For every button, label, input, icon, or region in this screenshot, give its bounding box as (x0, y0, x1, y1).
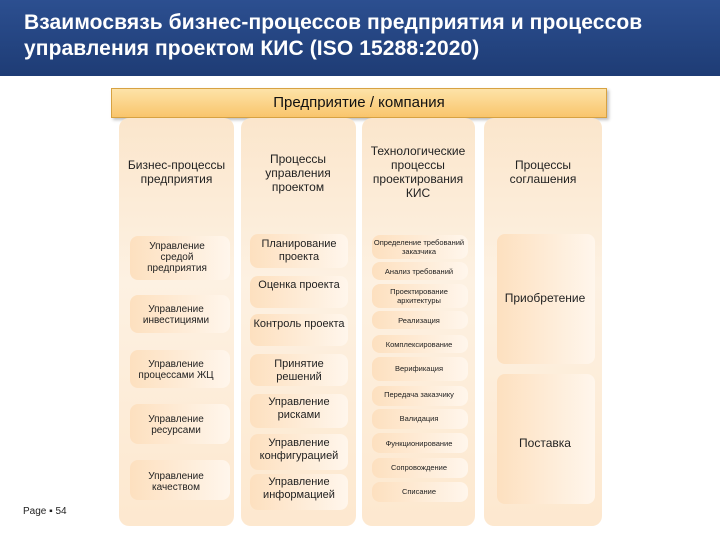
agreement-item: Приобретение (504, 291, 586, 305)
column-header-agreement: Процессы соглашения (509, 158, 577, 186)
technical-item: Верификация (394, 364, 444, 373)
business-item: Управление средой предприятия (147, 241, 207, 274)
business-item: Управление качеством (148, 471, 204, 493)
technical-item: Валидация (399, 414, 439, 423)
technical-item: Передача заказчику (384, 390, 454, 399)
project-item: Управление рисками (268, 396, 330, 421)
enterprise-banner: Предприятие / компания (111, 88, 607, 118)
column-header-technical: Технологические процессы проектирования КИС (370, 144, 466, 200)
business-item: Управление ресурсами (148, 414, 204, 436)
technical-item: Определение требований заказчика (373, 238, 465, 256)
slide-title: Взаимосвязь бизнес-процессов предприятия и процессов управления проектом КИС (ISO 15288:2020) (24, 11, 643, 60)
technical-item: Анализ требований (384, 267, 454, 276)
business-item: Управление инвестициями (142, 304, 210, 326)
project-item: Контроль проекта (253, 318, 345, 330)
agreement-item: Поставка (519, 436, 571, 450)
technical-item: Списание (401, 487, 437, 496)
project-item: Управление информацией (263, 476, 335, 501)
column-header-business: Бизнес-процессы предприятия (127, 158, 226, 186)
technical-item: Комплексирование (385, 340, 453, 349)
technical-item: Реализация (398, 316, 440, 325)
technical-item: Проектирование архитектуры (390, 287, 448, 305)
technical-item: Сопровождение (390, 463, 448, 472)
project-item: Управление конфигурацией (259, 437, 339, 462)
project-item: Планирование проекта (261, 238, 337, 263)
business-item: Управление процессами ЖЦ (138, 359, 214, 381)
project-item: Оценка проекта (258, 279, 340, 291)
project-item: Принятие решений (274, 358, 324, 383)
column-header-project: Процессы управления проектом (265, 152, 331, 194)
title-bar (0, 0, 720, 76)
page-number: Page ▪ 54 (23, 506, 67, 517)
technical-item: Функционирование (385, 439, 453, 448)
